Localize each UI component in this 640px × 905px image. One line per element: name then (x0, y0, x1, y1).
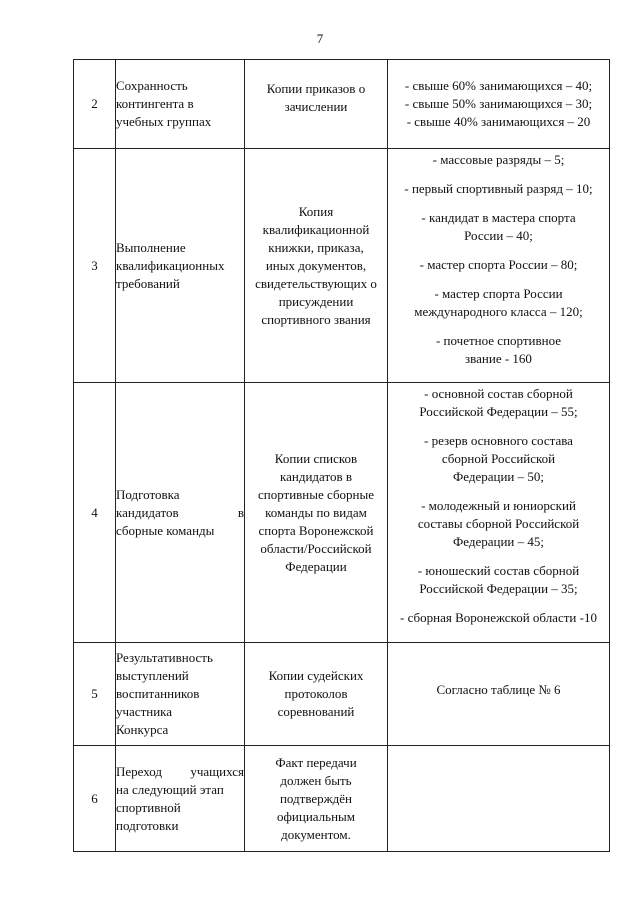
text-line: Согласно таблице № 6 (436, 682, 561, 697)
text-line: подтверждён (279, 790, 353, 806)
text-word: Переход (116, 763, 163, 779)
text-line: России – 40; (464, 228, 533, 243)
text-line: Результативность (116, 650, 213, 665)
text-line: Копии приказов о (266, 81, 366, 96)
text-line: - почетное спортивное (435, 333, 562, 348)
text-line: контингента в (116, 96, 194, 111)
text-line: - молодежный и юниорский (421, 498, 576, 513)
text-line: международного класса – 120; (414, 304, 583, 319)
points-criteria (388, 149, 610, 383)
criteria-table (73, 59, 610, 852)
text-line: учебных группах (116, 114, 212, 129)
text-line: требований (116, 275, 180, 291)
table-row (74, 746, 610, 852)
criteria-item (388, 432, 609, 486)
text-line: свидетельствующих о (255, 275, 377, 291)
points-criteria (388, 383, 610, 643)
criteria-item (388, 180, 609, 198)
page-number: 7 (316, 31, 324, 46)
points-criteria (388, 643, 610, 746)
text-line: воспитанников (116, 686, 200, 701)
text-line: сборной Российской (441, 451, 556, 466)
text-line: - свыше 40% занимающихся – 20 (406, 114, 591, 129)
text-line: Копия (298, 203, 334, 219)
text-line: команды по видам (265, 504, 367, 520)
criteria-item (388, 332, 609, 368)
text-line: иных документов, (265, 257, 367, 273)
text-line: звание - 160 (465, 351, 532, 366)
text-line: спортивного звания (261, 311, 371, 327)
text-word: в (237, 504, 244, 520)
text-line: - массовые разряды – 5; (432, 152, 565, 167)
text-line: - свыше 50% занимающихся – 30; (404, 96, 593, 111)
text-line: официальным (276, 808, 355, 824)
row-number: 2 (74, 60, 116, 149)
text-line: соревнований (277, 704, 355, 719)
row-number: 3 (74, 149, 116, 383)
text-line: протоколов (284, 686, 348, 701)
text-line: - свыше 60% занимающихся – 40; (404, 78, 593, 93)
table-row (74, 60, 610, 149)
row-number: 6 (74, 746, 116, 852)
criteria-item (388, 151, 609, 169)
text-line: выступлений (116, 668, 189, 683)
text-line: квалификационных (116, 257, 225, 273)
text-line: кандидатов в (279, 468, 352, 484)
text-line: Выполнение (116, 239, 186, 255)
table-row (74, 383, 610, 643)
row-number: 5 (74, 643, 116, 746)
text-line: Российской Федерации – 55; (419, 404, 578, 419)
text-line: присуждении (278, 293, 354, 309)
confirming-documents (245, 643, 388, 746)
confirming-documents (245, 746, 388, 852)
text-line: сборные команды (116, 522, 215, 538)
text-line: области/Российской (260, 540, 372, 556)
text-line: - кандидат в мастера спорта (421, 210, 576, 225)
criteria-item (388, 609, 609, 627)
text-line: - мастер спорта России – 80; (419, 257, 578, 272)
confirming-documents (245, 60, 388, 149)
text-word: учащихся (190, 763, 244, 779)
criteria-item (388, 285, 609, 321)
points-criteria (388, 60, 610, 149)
text-line: Российской Федерации – 35; (419, 581, 578, 596)
text-line: Федерации (285, 558, 347, 574)
text-line: - резерв основного состава (424, 433, 573, 448)
text-line: Копии судейских (268, 668, 364, 683)
text-line: спорта Воронежской (258, 522, 374, 538)
criteria-item (388, 385, 609, 421)
text-line: - сборная Воронежской области -10 (400, 610, 597, 625)
criterion-name (116, 746, 245, 852)
text-line: подготовки (116, 817, 179, 833)
row-number: 4 (74, 383, 116, 643)
criterion-name (116, 149, 245, 383)
criterion-name (116, 643, 245, 746)
text-line: Копии списков (274, 450, 358, 466)
text-line: составы сборной Российской (417, 516, 580, 531)
text-line (116, 763, 244, 781)
text-line: Сохранность (116, 78, 188, 93)
criteria-item (388, 562, 609, 598)
text-line (116, 504, 244, 522)
table-row (74, 643, 610, 746)
text-line: - первый спортивный разряд – 10; (404, 181, 593, 196)
text-line: - мастер спорта России (434, 286, 563, 301)
text-word: кандидатов (116, 504, 179, 520)
text-line: спортивные сборные (257, 486, 375, 502)
criteria-item (388, 497, 609, 551)
confirming-documents (245, 149, 388, 383)
criterion-name (116, 383, 245, 643)
criteria-item (388, 209, 609, 245)
confirming-documents (245, 383, 388, 643)
text-line: - юношеский состав сборной (417, 563, 580, 578)
text-line: Федерации – 50; (452, 469, 544, 484)
text-line: Подготовка (116, 486, 180, 502)
text-line: участника (116, 704, 173, 719)
text-line: - основной состав сборной (424, 386, 573, 401)
text-line: должен быть (280, 772, 352, 788)
table-row (74, 149, 610, 383)
criterion-name (116, 60, 245, 149)
text-line: на следующий этап (116, 781, 224, 797)
text-line: Конкурса (116, 722, 169, 737)
points-criteria (388, 746, 610, 852)
text-line: зачислении (284, 99, 348, 114)
text-line: Федерации – 45; (452, 534, 544, 549)
criteria-item (388, 256, 609, 274)
text-line: книжки, приказа, (268, 239, 364, 255)
text-line: квалификационной (262, 221, 370, 237)
text-line: спортивной (116, 799, 181, 815)
text-line: документом. (281, 826, 351, 842)
text-line: Факт передачи (275, 754, 357, 770)
